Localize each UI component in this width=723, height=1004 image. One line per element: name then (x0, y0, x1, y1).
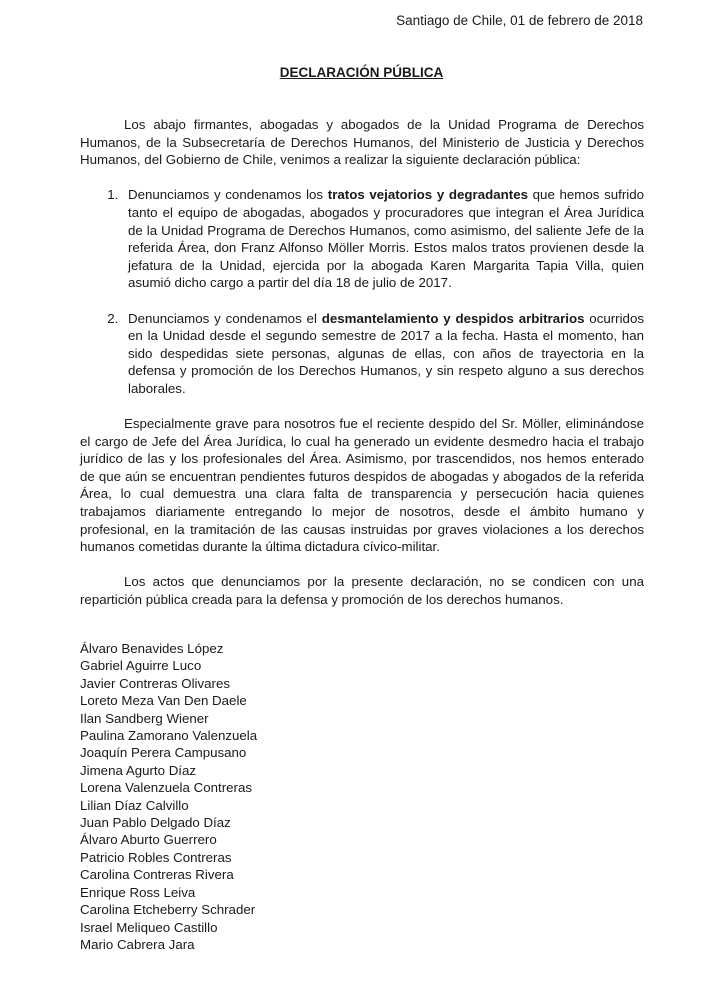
point-1-text-start: Denunciamos y condenamos los (128, 187, 328, 203)
denunciation-list (80, 186, 644, 397)
signatory-name: Enrique Ross Leiva (80, 884, 196, 900)
signatory-name: Juan Pablo Delgado Díaz (80, 815, 231, 831)
signatory-name: Lorena Valenzuela Contreras (80, 780, 252, 796)
signatory-name: Álvaro Aburto Guerrero (80, 832, 217, 848)
signatory-name: Joaquín Perera Campusano (80, 745, 247, 761)
denunciation-item-1 (122, 186, 644, 292)
signatory-name: Israel Meliqueo Castillo (80, 919, 218, 935)
point-1-text-end: que hemos sufrido tanto el equipo de abogadas, abogados y procuradores que integran el Área Jurídica de la Unidad Programa de Derechos Humanos, como asimismo, del saliente Jefe de la referida Área, don Franz Alfonso Möller Morris. Estos malos tratos provienen desde la jefatura de la Unidad, ejercida por la abogada Karen Margarita Tapia Villa, quien asumió dicho cargo a partir del día 18 de julio de 2017. (128, 187, 645, 291)
point-2-emphasis: desmantelamiento y despidos arbitrarios (321, 310, 585, 326)
signatory-name: Loreto Meza Van Den Daele (80, 693, 247, 709)
signatory-name: Álvaro Benavides López (80, 641, 224, 656)
signatory-name: Carolina Etcheberry Schrader (80, 902, 256, 918)
point-2-text-end: ocurridos en la Unidad desde el segundo semestre de 2017 a la fecha. Hasta el momento, han sido despedidas siete personas, algunas de ellas, con años de trayectoria en la defensa y promoción de los Derechos Humanos, y sin respeto alguno a sus derechos laborales. (128, 310, 644, 396)
signatory-name: Ilan Sandberg Wiener (80, 710, 209, 726)
signatory-name: Carolina Contreras Rivera (80, 867, 234, 883)
intro-paragraph: Los abajo firmantes, abogadas y abogados de la Unidad Programa de Derechos Humanos, de la Subsecretaría de Derechos Humanos, del Ministerio de Justicia y Derechos Humanos, del Gobierno de Chile, venimos a realizar la siguiente declaración pública: (80, 117, 644, 168)
point-1-emphasis: tratos vejatorios y degradantes (327, 187, 528, 203)
signatory-name: Lilian Díaz Calvillo (80, 797, 189, 813)
signatory-name: Patricio Robles Contreras (80, 849, 232, 865)
signatory-name: Mario Cabrera Jara (80, 936, 195, 952)
signatory-name: Paulina Zamorano Valenzuela (80, 728, 258, 744)
dismissal-paragraph: Especialmente grave para nosotros fue el reciente despido del Sr. Möller, eliminándose el cargo de Jefe del Área Jurídica, lo cual ha generado un evidente desmedro hacia el trabajo jurídico de las y los profesionales del Área. Asimismo, por trascendidos, nos hemos enterado de que aún se encuentran pendientes futuros despidos de abogadas y abogados de la referida Área, lo cual demuestra una clara falta de transparencia y persecución hacia quienes trabajamos diariamente entregando lo mejor de nosotros, desde el ámbito humano y profesional, en la tramitación de las causas instruidas por graves violaciones a los derechos humanos cometidas durante la última dictadura cívico-militar. (80, 416, 644, 555)
signatory-name: Javier Contreras Olivares (80, 675, 231, 691)
signatory-name: Jimena Agurto Díaz (80, 762, 197, 778)
document-date: Santiago de Chile, 01 de febrero de 2018 (396, 13, 643, 28)
signatory-list (80, 640, 257, 953)
point-2-text-start: Denunciamos y condenamos el (128, 310, 322, 326)
closing-paragraph: Los actos que denunciamos por la presente declaración, no se condicen con una repartición pública creada para la defensa y promoción de los derechos humanos. (80, 574, 644, 608)
signatory-name: Gabriel Aguirre Luco (80, 658, 202, 674)
document-title: DECLARACIÓN PÚBLICA (279, 65, 444, 80)
denunciation-item-2 (122, 310, 644, 398)
document-body (80, 116, 644, 626)
